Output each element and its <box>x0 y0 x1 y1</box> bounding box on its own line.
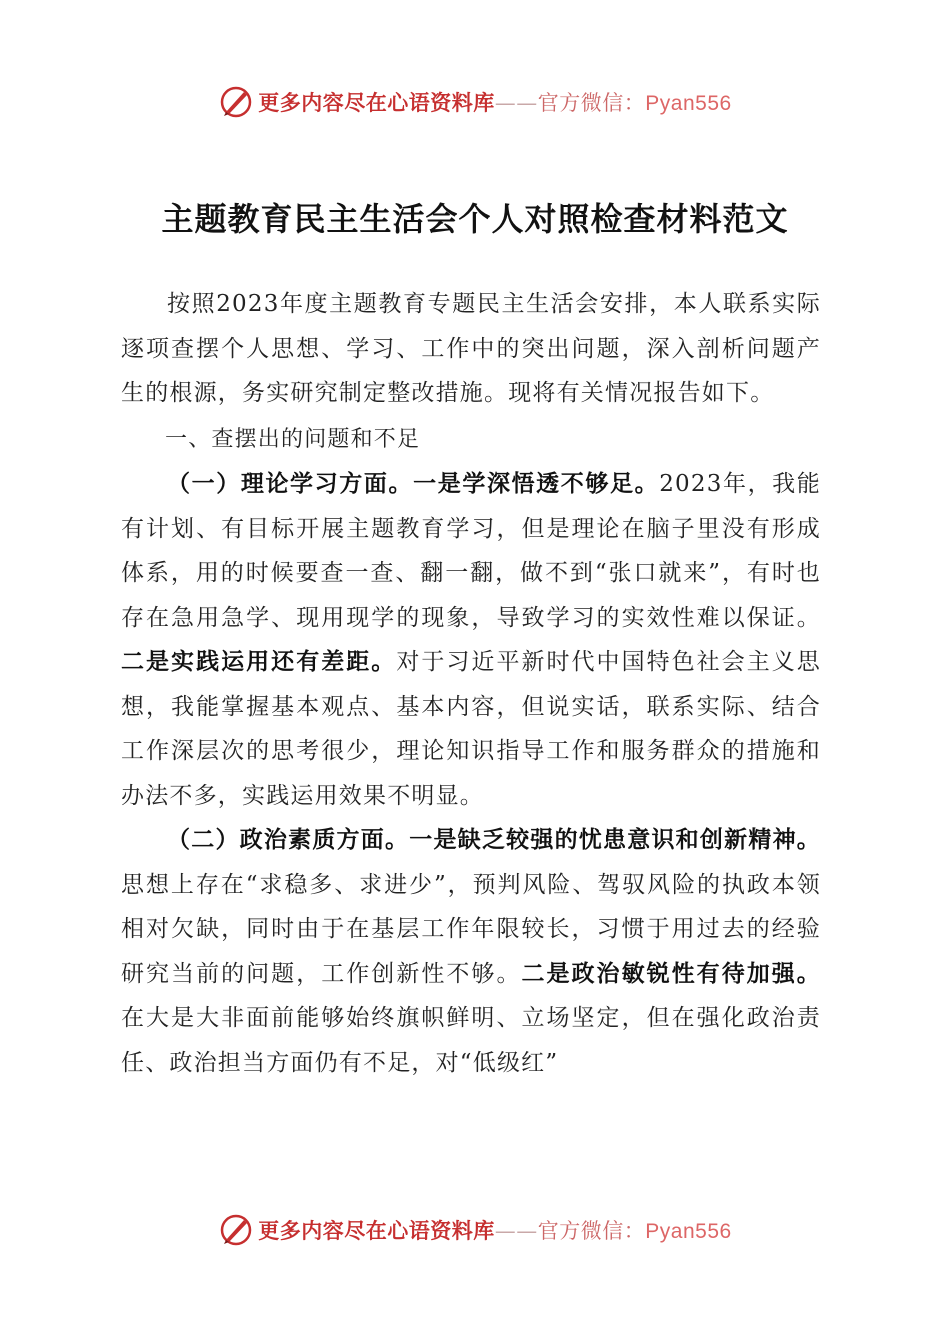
watermark-footer <box>0 1210 950 1250</box>
subsection-label: （二）政治素质方面。 <box>167 826 410 853</box>
theory-study-paragraph <box>121 462 821 818</box>
pen-logo-icon <box>218 1212 254 1248</box>
point-text: 思想上存在“求稳多、求进少”，预判风险、驾驭风险的执政本领相对欠缺，同时由于在基层工作年限较长，习惯于用过去的经验研究当前的问题，工作创新性不够。 <box>121 871 821 987</box>
watermark-text <box>258 1215 731 1245</box>
point-text: 2023年，我能有计划、有目标开展主题教育学习，但是理论在脑子里没有形成体系，用的时候要查一查、翻一翻，做不到“张口就来”，有时也存在急用急学、现用现学的现象，导致学习的实效性难以保证。 <box>121 471 821 631</box>
subsection-label: （一）理论学习方面。 <box>167 470 414 497</box>
section-heading: 一、查摆出的问题和不足 <box>165 426 421 452</box>
watermark-header <box>0 82 950 122</box>
watermark-separator: —— <box>494 1219 538 1243</box>
pen-logo-icon <box>218 84 254 120</box>
watermark-wechat-id: Pyan556 <box>645 1220 732 1243</box>
watermark-separator: —— <box>494 91 538 115</box>
intro-paragraph: 按照2023年度主题教育专题民主生活会安排，本人联系实际逐项查摆个人思想、学习、工作中的突出问题，深入剖析问题产生的根源，务实研究制定整改措施。现将有关情况报告如下。 <box>121 291 821 406</box>
watermark-wechat-label: 官方微信： <box>537 1219 646 1243</box>
document-title: 主题教育民主生活会个人对照检查材料范文 <box>161 200 789 238</box>
watermark-wechat-id: Pyan556 <box>645 92 732 115</box>
watermark-brand: 更多内容尽在心语资料库 <box>258 1219 495 1243</box>
point-title: 一是学深悟透不够足。 <box>413 470 660 497</box>
point-text: 在大是大非面前能够始终旗帜鲜明、立场坚定，但在强化政治责任、政治担当方面仍有不足，对“低级红” <box>121 1005 821 1076</box>
watermark-brand: 更多内容尽在心语资料库 <box>258 91 495 115</box>
point-title: 一是缺乏较强的忧患意识和创新精神。 <box>409 826 821 853</box>
point-title: 二是实践运用还有差距。 <box>121 648 397 675</box>
point-title: 二是政治敏锐性有待加强。 <box>521 959 821 987</box>
document-body <box>121 282 821 1085</box>
watermark-text <box>258 87 731 117</box>
political-quality-paragraph <box>121 818 821 1085</box>
watermark-wechat-label: 官方微信： <box>537 91 646 115</box>
point-text: 对于习近平新时代中国特色社会主义思想，我能掌握基本观点、基本内容，但说实话，联系实际、结合工作深层次的思考很少，理论知识指导工作和服务群众的措施和办法不多，实践运用效果不明显。 <box>121 649 821 809</box>
